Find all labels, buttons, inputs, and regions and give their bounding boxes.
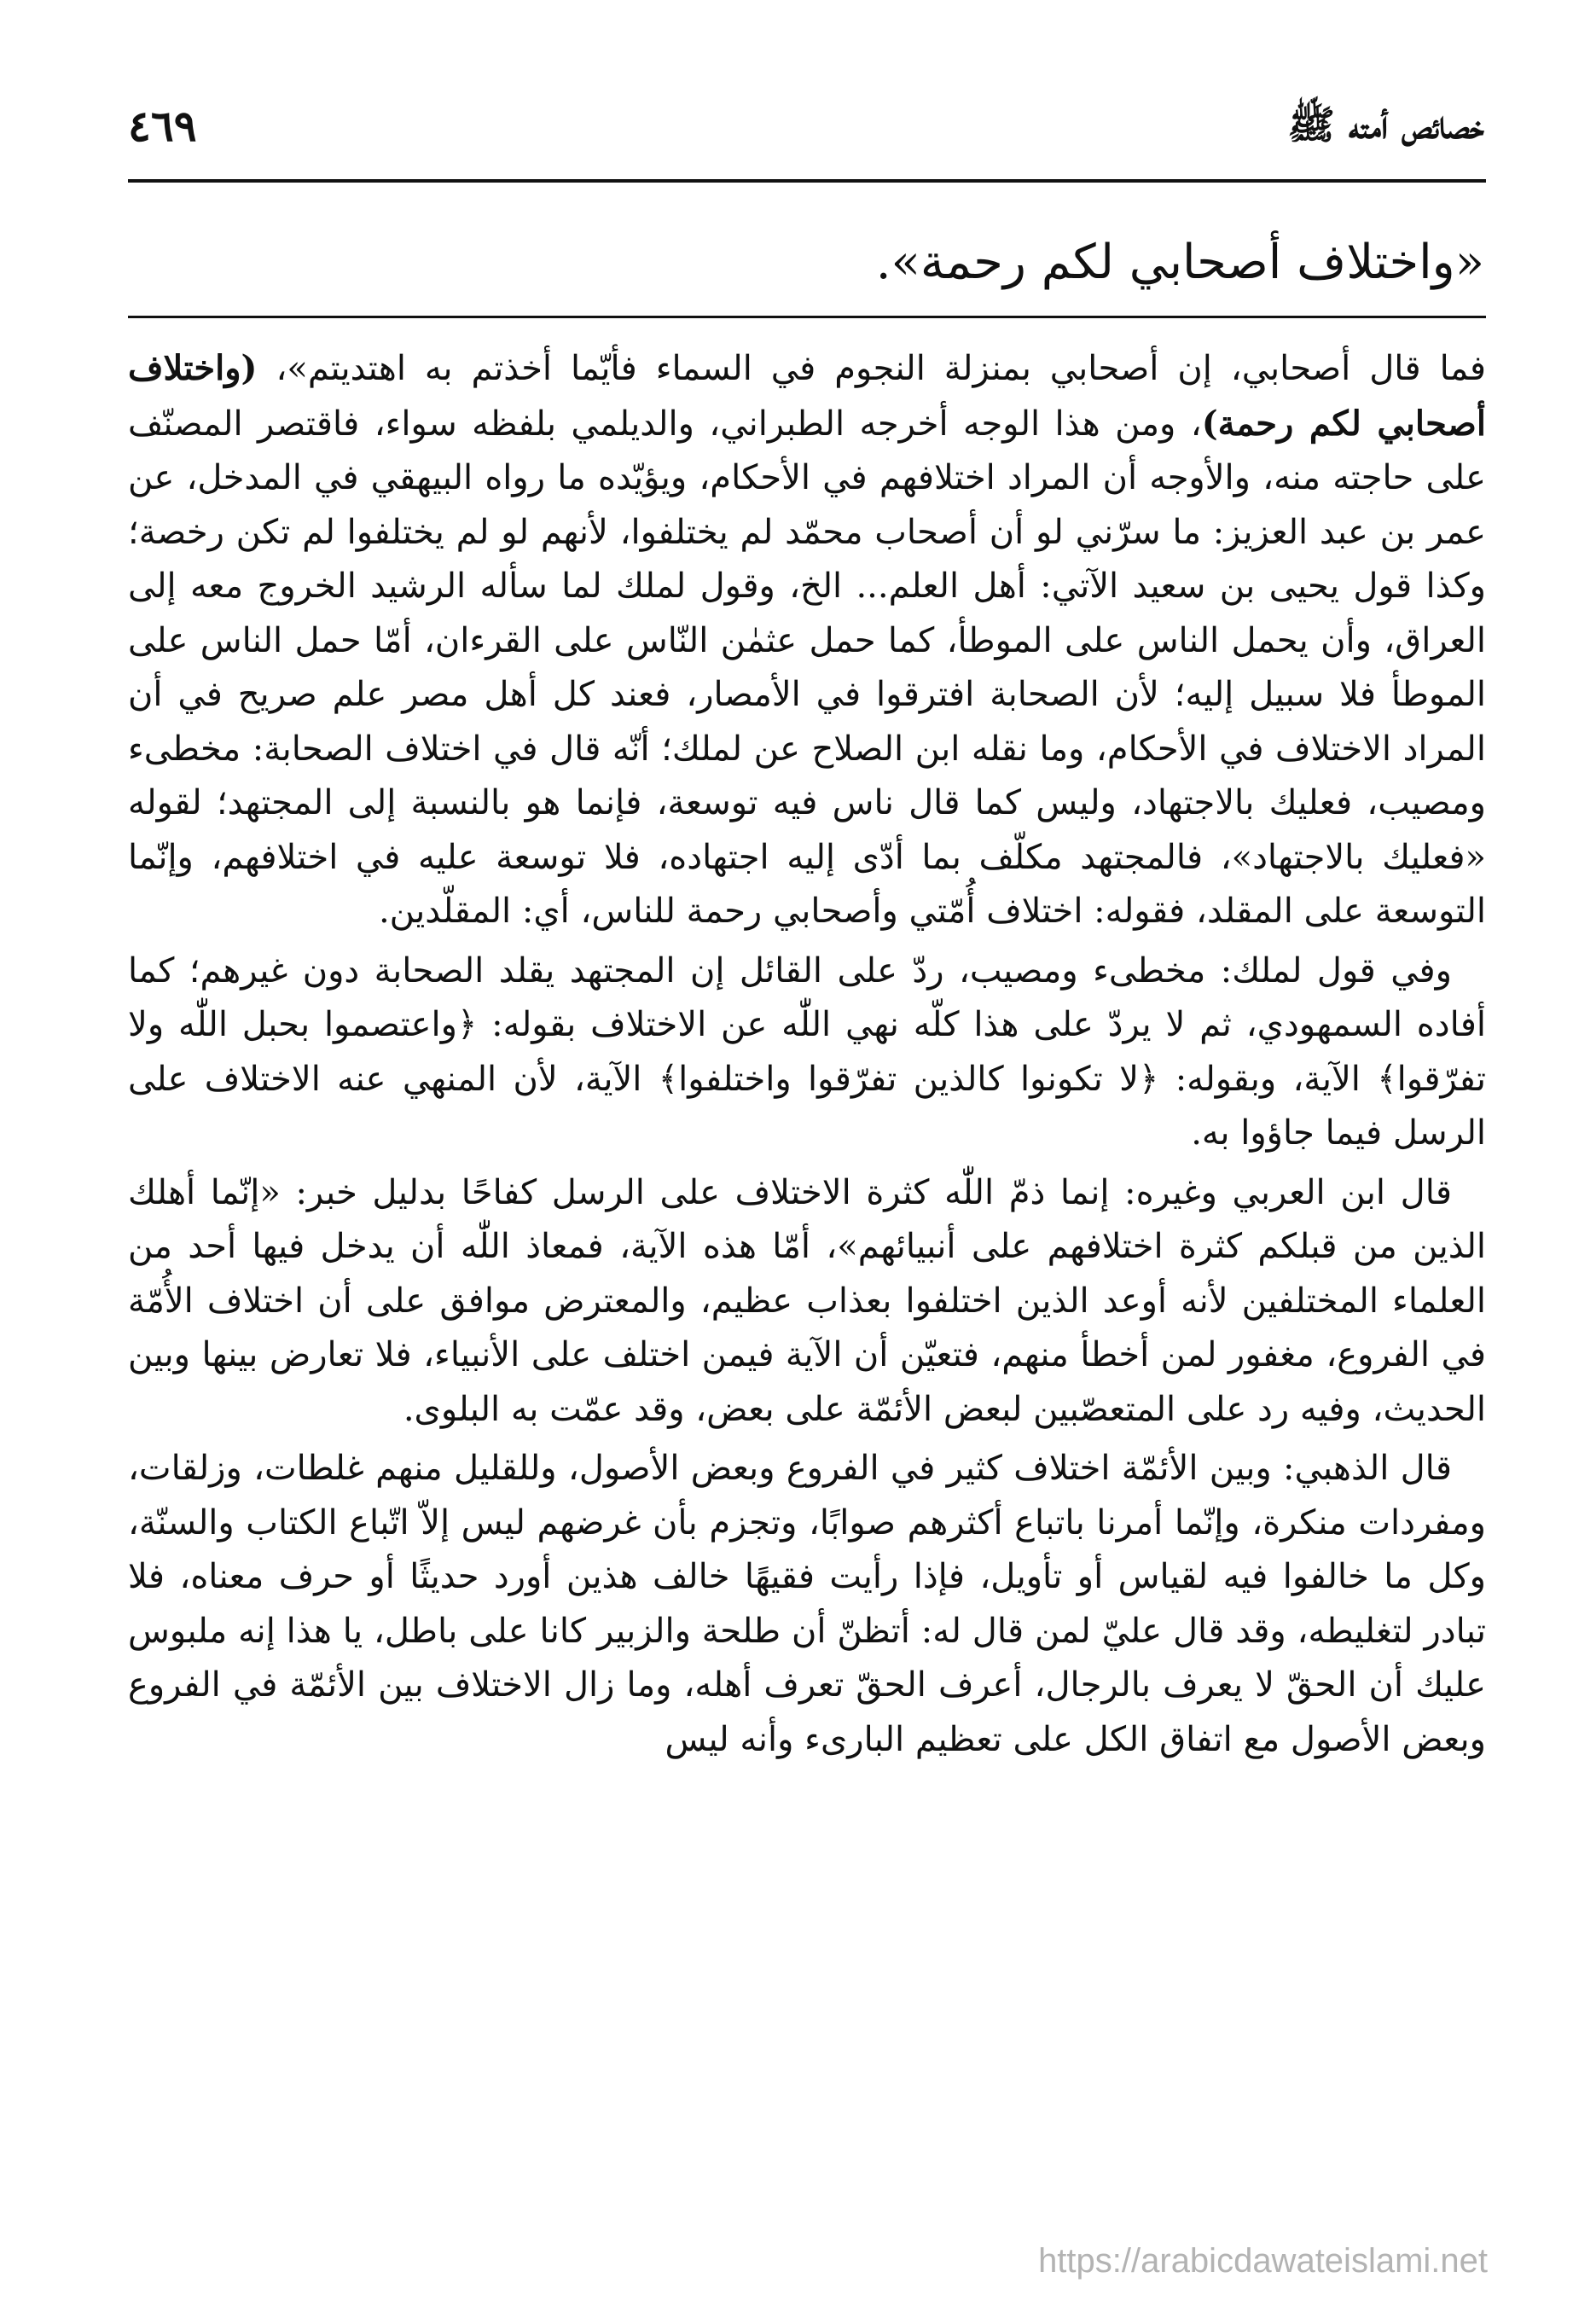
- quoted-matn: (واختلاف أصحابي لكم رحمة): [128, 348, 1486, 444]
- paragraph-text: ، ومن هذا الوجه أخرجه الطبراني، والديلمي بلفظه سواء، فاقتصر المصنّف على حاجته منه، والأوجه أن المراد اختلافهم في الأحكام، ويؤيّده ما رواه البيهقي في المدخل، عن عمر بن عبد العزيز: ما سرّني لو أن أصحاب محمّد لم يختلفوا، لأنهم لو لم يختلفوا لم تكن رخصة؛ وكذا قول يحيى بن سعيد الآتي: أهل العلم... الخ، وقول لملك لما سأله الرشيد الخروج معه إلى العراق، وأن يحمل الناس على الموطأ، كما حمل عثمٰن النّاس على القرءان، أمّا حمل الناس على الموطأ فلا سبيل إليه؛ لأن الصحابة افترقوا في الأمصار، فعند كل أهل مصر علم صريح في أن المراد الاختلاف في الأحكام، وما نقله ابن الصلاح عن لملك؛ أنّه قال في اختلاف الصحابة: مخطىء ومصيب، فعليك بالاجتهاد، وليس كما قال ناس فيه توسعة، فإنما هو بالنسبة إلى المجتهد؛ لقوله «فعليك بالاجتهاد»، فالمجتهد مكلّف بما أدّى إليه اجتهاده، فلا توسعة عليه في اختلافهم، وإنّما التوسعة على المقلد، فقوله: اختلاف أُمّتي وأصحابي رحمة للناس، أي: المقلّدين.: [128, 404, 1486, 931]
- running-title: خصائص أمته ﷺ: [1287, 102, 1484, 148]
- page-number: ٤٦٩: [128, 101, 197, 151]
- page-header: [128, 101, 1484, 169]
- matn-divider: [128, 316, 1486, 318]
- matn-text: «واختلاف أصحابي لكم رحمة».: [875, 235, 1484, 290]
- header-divider: [128, 179, 1486, 183]
- commentary-body: [128, 341, 1486, 1767]
- paragraph-lead: فما قال أصحابي، إن أصحابي بمنزلة النجوم في السماء فأيّما أخذتم به اهتديتم»،: [257, 349, 1486, 388]
- paragraph: [128, 1166, 1486, 1438]
- paragraph: [128, 1442, 1486, 1767]
- paragraph-text: قال الذهبي: وبين الأئمّة اختلاف كثير في الفروع وبعض الأصول، وللقليل منهم غلطات، وزلقات، ومفردات منكرة، وإنّما أمرنا باتباع أكثرهم صوابًا، وتجزم بأن غرضهم ليس إلاّ اتّباع الكتاب والسنّة، وكل ما خالفوا فيه لقياس أو تأويل، فإذا رأيت فقيهًا خالف هذين أورد حديثًا أو حرف معناه، فلا تبادر لتغليطه، وقد قال عليّ لمن قال له: أتظنّ أن طلحة والزبير كانا على باطل، يا هذا إنه ملبوس عليك أن الحقّ لا يعرف بالرجال، أعرف الحقّ تعرف أهله، وما زال الاختلاف بين الأئمّة في الفروع وبعض الأصول مع اتفاق الكل على تعظيم البارىء وأنه ليس: [128, 1449, 1486, 1759]
- watermark-url: https://arabicdawateislami.net: [1038, 2242, 1488, 2280]
- paragraph: [128, 341, 1486, 939]
- paragraph-text: قال ابن العربي وغيره: إنما ذمّ اللّٰه كثرة الاختلاف على الرسل كفاحًا بدليل خبر: «إنّما أهلك الذين من قبلكم كثرة اختلافهم على أنبيائهم»، أمّا هذه الآية، فمعاذ اللّٰه أن يدخل فيها أحد من العلماء المختلفين لأنه أوعد الذين اختلفوا بعذاب عظيم، والمعترض موافق على أن اختلاف الأُمّة في الفروع، مغفور لمن أخطأ منهم، فتعيّن أن الآية فيمن اختلف على الأنبياء، فلا تعارض بينها وبين الحديث، وفيه رد على المتعصّبين لبعض الأئمّة على بعض، وقد عمّت به البلوى.: [128, 1172, 1486, 1429]
- paragraph-text: وفي قول لملك: مخطىء ومصيب، ردّ على القائل إن المجتهد يقلد الصحابة دون غيرهم؛ كما أفاده السمهودي، ثم لا يردّ على هذا كلّه نهي اللّٰه عن الاختلاف بقوله: ﴿واعتصموا بحبل اللّٰه ولا تفرّقوا﴾ الآية، وبقوله: ﴿لا تكونوا كالذين تفرّقوا واختلفوا﴾ الآية، لأن المنهي عنه الاختلاف على الرسل فيما جاؤوا به.: [128, 950, 1486, 1153]
- paragraph: [128, 944, 1486, 1161]
